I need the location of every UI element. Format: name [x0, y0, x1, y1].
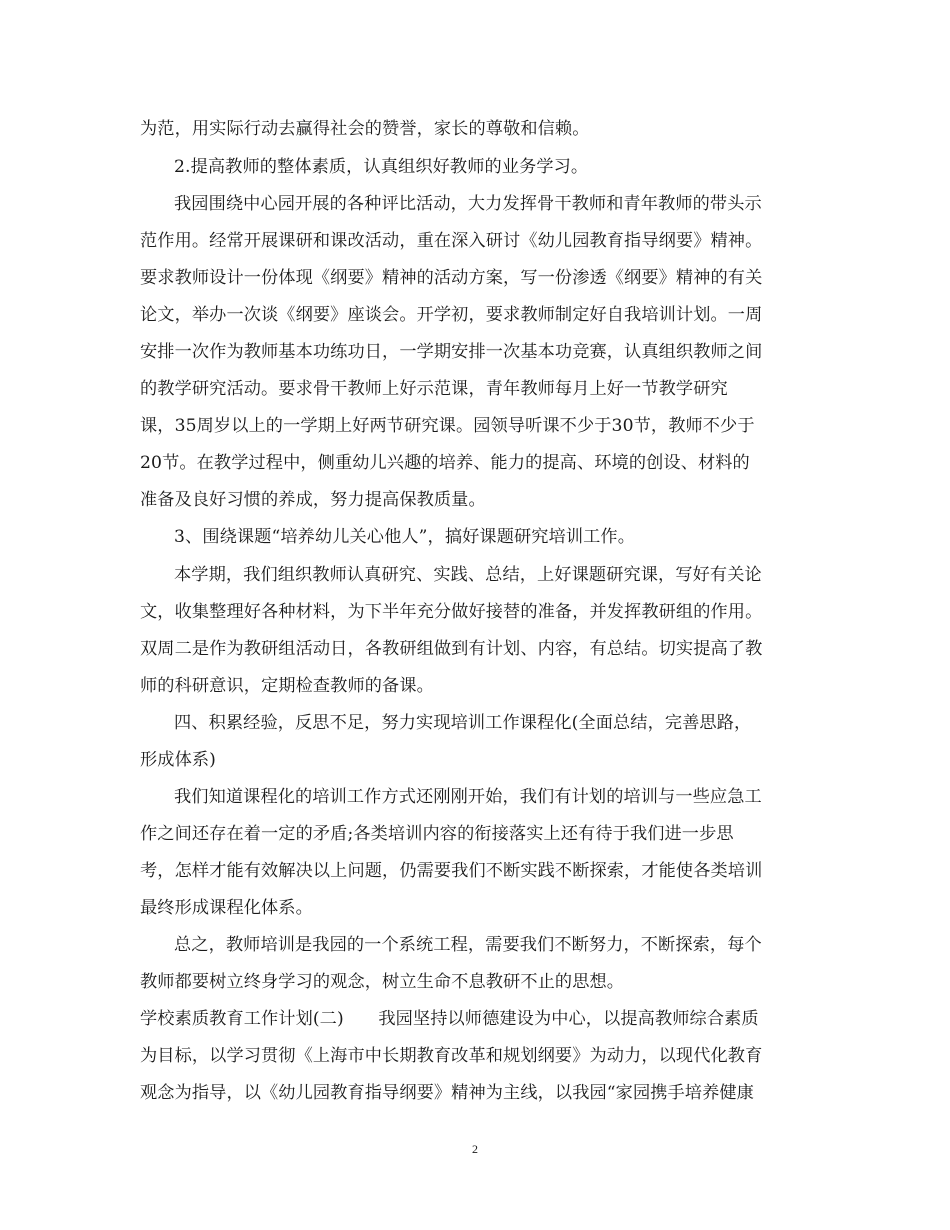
- text-line: 本学期，我们组织教师认真研究、实践、总结，上好课题研究课，写好有关论: [174, 565, 762, 585]
- text-line: 课，35周岁以上的一学期上好两节研究课。园领导听课不少于30节，教师不少于: [140, 416, 755, 436]
- text-line: 要求教师设计一份体现《纲要》精神的活动方案，写一份渗透《纲要》精神的有关: [140, 268, 763, 288]
- text-line: 的教学研究活动。要求骨干教师上好示范课，青年教师每月上好一节教学研究: [140, 379, 728, 399]
- page-number: 2: [472, 1142, 478, 1156]
- text-line: 20节。在教学过程中，侧重幼儿兴趣的培养、能力的提高、环境的创设、材料的: [140, 453, 750, 473]
- section-heading-continued: 形成体系): [140, 750, 216, 770]
- text-line: 教师都要树立终身学习的观念，树立生命不息教研不止的思想。: [140, 972, 625, 992]
- text-line: 作之间还存在着一定的矛盾;各类培训内容的衔接落实上还有待于我们进一步思: [140, 824, 734, 844]
- text-line: 文，收集整理好各种材料，为下半年充分做好接替的准备，并发挥教研组的作用。: [140, 602, 763, 622]
- text-line: 我园围绕中心园开展的各种评比活动，大力发挥骨干教师和青年教师的带头示: [174, 194, 762, 214]
- text-line: 安排一次作为教师基本功练功日，一学期安排一次基本功竞赛，认真组织教师之间: [140, 342, 763, 362]
- text-line: 学校素质教育工作计划(二) 我园坚持以师德建设为中心，以提高教师综合素质: [140, 1009, 759, 1029]
- section-heading: 3、围绕课题“培养幼儿关心他人”，搞好课题研究培训工作。: [174, 527, 635, 547]
- text-line: 师的科研意识，定期检查教师的备课。: [140, 676, 434, 696]
- text-line: 为范，用实际行动去赢得社会的赞誉，家长的尊敬和信赖。: [140, 119, 590, 139]
- text-line: 我们知道课程化的培训工作方式还刚刚开始，我们有计划的培训与一些应急工: [174, 787, 762, 807]
- text-line: 观念为指导，以《幼儿园教育指导纲要》精神为主线，以我园“家园携手培养健康: [140, 1083, 754, 1103]
- text-line: 范作用。经常开展课研和课改活动，重在深入研讨《幼儿园教育指导纲要》精神。: [140, 231, 763, 251]
- text-line: 考，怎样才能有效解决以上问题，仍需要我们不断实践不断探索，才能使各类培训: [140, 861, 763, 881]
- text-line: 为目标，以学习贯彻《上海市中长期教育改革和规划纲要》为动力，以现代化教育: [140, 1046, 763, 1066]
- text-line: 论文，举办一次谈《纲要》座谈会。开学初，要求教师制定好自我培训计划。一周: [140, 305, 763, 325]
- section-heading: 2.提高教师的整体素质，认真组织好教师的业务学习。: [174, 157, 589, 177]
- text-line: 最终形成课程化体系。: [140, 898, 313, 918]
- text-line: 双周二是作为教研组活动日，各教研组做到有计划、内容，有总结。切实提高了教: [140, 639, 763, 659]
- text-line: 总之，教师培训是我园的一个系统工程，需要我们不断努力，不断探索，每个: [174, 935, 762, 955]
- section-heading: 四、积累经验，反思不足，努力实现培训工作课程化(全面总结，完善思路，: [174, 713, 752, 733]
- text-line: 准备及良好习惯的养成，努力提高保教质量。: [140, 490, 486, 510]
